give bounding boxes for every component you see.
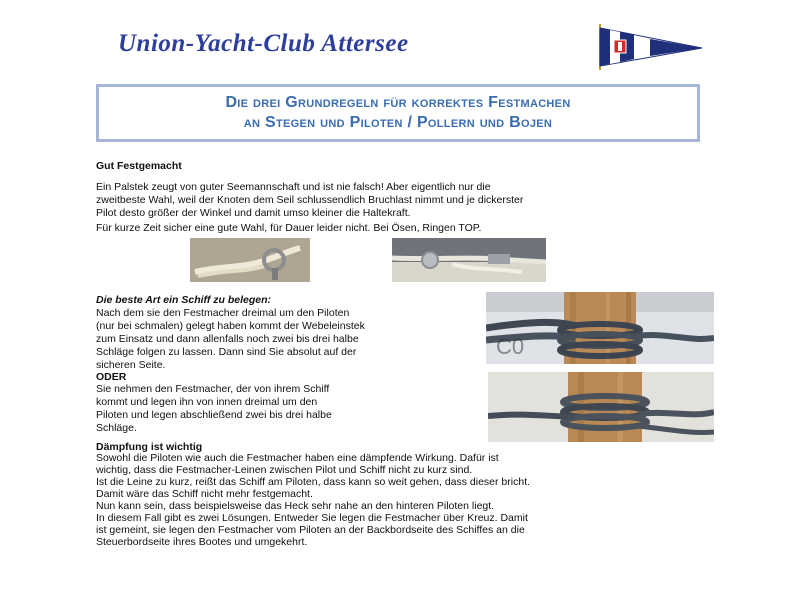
paragraph-line: wichtig, dass die Festmacher-Leinen zwischen Pilot und Schiff nicht zu kurz sind. <box>96 464 473 476</box>
paragraph-line: Steuerbordseite ihres Bootes und umgekehrt. <box>96 536 308 548</box>
headline-line-2: an Stegen und Piloten / Pollern und Bojen <box>243 114 553 131</box>
section-heading-gut-festgemacht: Gut Festgemacht <box>96 160 182 172</box>
paragraph-line: Für kurze Zeit sicher eine gute Wahl, für Dauer leider nicht. Bei Ösen, Ringen TOP. <box>96 222 482 234</box>
paragraph-line: Ist die Leine zu kurz, reißt das Schiff am Piloten, dass kann so weit gehen, dass dieser bricht. <box>96 476 531 488</box>
paragraph-line: Piloten und legen abschließend zwei bis drei halbe <box>96 409 332 421</box>
paragraph-line: Nach dem sie den Festmacher dreimal um den Piloten <box>96 307 350 319</box>
paragraph-line: zweitbeste Wahl, weil der Knoten dem Seil schlussendlich Bruchlast nimmt und je dickerster <box>96 194 524 206</box>
club-pennant-icon <box>590 22 710 72</box>
paragraph-line: zum Einsatz und dann allenfalls noch zwei bis drei halbe <box>96 333 359 345</box>
paragraph-line: (nur bei schmalen) gelegt haben kommt der Webeleinstek <box>96 320 365 332</box>
paragraph-line: ist gemeint, sie legen den Festmacher vom Piloten an der Backbordseite des Schiffes an die <box>96 524 525 536</box>
section-heading-daempfung: Dämpfung ist wichtig <box>96 441 203 453</box>
section-heading-beste-art: Die beste Art ein Schiff zu belegen: <box>96 294 272 306</box>
piling-hitch-photo-1 <box>486 292 714 364</box>
paragraph-line: Sie nehmen den Festmacher, der von ihrem Schiff <box>96 383 330 395</box>
svg-text:C0: C0 <box>496 334 525 359</box>
club-title: Union-Yacht-Club Attersee <box>118 30 409 57</box>
paragraph-line: In diesem Fall gibt es zwei Lösungen. Entweder Sie legen die Festmacher über Kreuz. Damit <box>96 512 528 524</box>
paragraph-line: Pilot desto größer der Winkel und damit umso kleiner die Haltekraft. <box>96 207 411 219</box>
paragraph-line: Ein Palstek zeugt von guter Seemannschaft und ist nie falsch! Aber eigentlich nur die <box>96 181 491 193</box>
paragraph-line: Sowohl die Piloten wie auch die Festmacher haben eine dämpfende Wirkung. Dafür ist <box>96 452 499 464</box>
paragraph-line: kommt und legen ihn von innen dreimal um den <box>96 396 318 408</box>
paragraph-line: sicheren Seite. <box>96 359 166 371</box>
oder-label: ODER <box>96 371 127 383</box>
bowline-photo-1 <box>190 238 310 282</box>
bowline-photo-2 <box>392 238 546 282</box>
paragraph-line: Nun kann sein, dass beispielsweise das Heck sehr nahe an den hinteren Piloten liegt. <box>96 500 495 512</box>
paragraph-line: Schläge. <box>96 422 137 434</box>
headline-line-1: Die drei Grundregeln für korrektes Festmachen <box>225 94 571 111</box>
piling-hitch-photo-2 <box>488 372 714 442</box>
paragraph-line: Schläge folgen zu lassen. Dann sind Sie absolut auf der <box>96 346 357 358</box>
paragraph-line: Damit wäre das Schiff nicht mehr festgemacht. <box>96 488 313 500</box>
headline-box <box>96 84 700 142</box>
